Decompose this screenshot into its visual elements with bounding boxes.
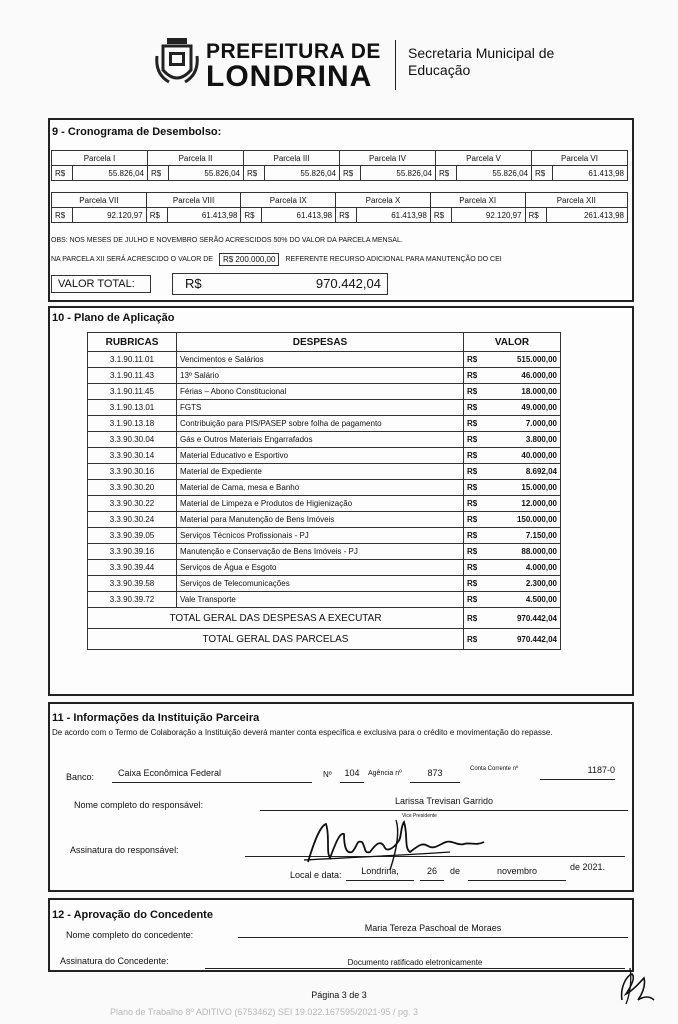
city-title-line1: PREFEITURA DE (206, 40, 381, 63)
parcela-label: Parcela VIII (146, 193, 241, 208)
concedente-name-value: Maria Tereza Paschoal de Moraes (238, 923, 628, 938)
parcela-value: 55.826,04 (361, 166, 436, 181)
valor-cell: 88.000,00 (492, 544, 561, 560)
currency-cell: R$ (464, 544, 493, 560)
parcela-label: Parcela XI (430, 193, 525, 208)
obs-note-2 (51, 253, 502, 266)
mes-value: novembro (468, 866, 566, 881)
total-parcelas-value: 970.442,04 (492, 629, 561, 650)
banco-field (112, 768, 312, 783)
secretaria-line1: Secretaria Municipal de (408, 45, 555, 61)
agencia-value: 873 (410, 768, 460, 783)
conta-label: Conta Corrente nº (470, 766, 519, 772)
valor-cell: 515.000,00 (492, 352, 561, 368)
currency-cell: R$ (464, 416, 493, 432)
rubrica-cell: 3.3.90.39.44 (88, 560, 177, 576)
parcela-label: Parcela VI (532, 151, 628, 166)
parcela-label: Parcela XII (525, 193, 627, 208)
despesa-cell: Serviços Técnicos Profissionais - PJ (177, 528, 464, 544)
secretaria-name (408, 45, 588, 79)
despesa-cell: Material para Manutenção de Bens Imóveis (177, 512, 464, 528)
parcela-currency: R$ (148, 166, 169, 181)
despesa-cell: Serviços de Água e Esgoto (177, 560, 464, 576)
valor-total-value: 970.442,04 (315, 276, 381, 291)
parcela-label: Parcela IX (241, 193, 336, 208)
total-despesas-value: 970.442,04 (492, 608, 561, 629)
despesa-cell: Gás e Outros Materiais Engarrafados (177, 432, 464, 448)
parcela-value: 261.413,98 (546, 208, 627, 223)
total-parcelas-currency: R$ (464, 629, 493, 650)
currency-cell: R$ (464, 368, 493, 384)
numero-label: Nº (323, 770, 332, 779)
valor-cell: 40.000,00 (492, 448, 561, 464)
numero-value: 104 (340, 768, 364, 783)
parcela-label: Parcela VII (52, 193, 147, 208)
parcela-currency: R$ (52, 166, 73, 181)
parcela-value: 92.120,97 (451, 208, 525, 223)
table-row (88, 512, 561, 528)
currency-cell: R$ (464, 384, 493, 400)
responsavel-role: Vice Presidente (402, 813, 437, 819)
table-row (88, 576, 561, 592)
local-value: Londrina, (346, 866, 414, 881)
concedente-signature-value: Documento ratificado eletronicamente (205, 958, 625, 969)
despesa-cell: Material de Expediente (177, 464, 464, 480)
despesa-cell: Serviços de Telecomunicações (177, 576, 464, 592)
rubrica-cell: 3.3.90.39.05 (88, 528, 177, 544)
table-row (88, 400, 561, 416)
section-11-title: 11 - Informações da Instituição Parceira (52, 712, 260, 724)
plano-aplicacao-table (87, 332, 561, 650)
cronograma-table-row1 (51, 150, 628, 181)
local-data-label: Local e data: (290, 870, 342, 880)
despesa-cell: Vencimentos e Salários (177, 352, 464, 368)
parcela-value: 55.826,04 (265, 166, 340, 181)
obs2-prefix: NA PARCELA XII SERÁ ACRESCIDO O VALOR DE (51, 256, 213, 263)
table-row (88, 464, 561, 480)
city-crest-logo (155, 36, 199, 88)
rubrica-cell: 3.3.90.30.14 (88, 448, 177, 464)
table-row (88, 592, 561, 608)
valor-total-box (172, 273, 388, 295)
cronograma-table-row2 (51, 192, 628, 223)
valor-cell: 46.000,00 (492, 368, 561, 384)
rubrica-cell: 3.3.90.30.24 (88, 512, 177, 528)
currency-cell: R$ (464, 560, 493, 576)
responsavel-label: Nome completo do responsável: (74, 800, 204, 810)
rubrica-cell: 3.3.90.30.04 (88, 432, 177, 448)
despesa-cell: Material de Limpeza e Produtos de Higienização (177, 496, 464, 512)
table-row (88, 368, 561, 384)
rubrica-cell: 3.3.90.39.72 (88, 592, 177, 608)
currency-cell: R$ (464, 480, 493, 496)
valor-cell: 4.000,00 (492, 560, 561, 576)
obs-note-1: OBS: NOS MESES DE JULHO E NOVEMBRO SERÃO ACRESCIDOS 50% DO VALOR DA PARCELA MENSAL. (51, 237, 403, 244)
parcela-currency: R$ (430, 208, 451, 223)
despesa-cell: Material de Cama, mesa e Banho (177, 480, 464, 496)
currency-cell: R$ (464, 576, 493, 592)
rubrica-cell: 3.1.90.11.01 (88, 352, 177, 368)
valor-cell: 2.300,00 (492, 576, 561, 592)
valor-cell: 7.000,00 (492, 416, 561, 432)
section-12-title: 12 - Aprovação do Concedente (52, 909, 213, 921)
valor-cell: 150.000,00 (492, 512, 561, 528)
table-row (88, 544, 561, 560)
table-row (88, 528, 561, 544)
dia-value: 26 (420, 866, 444, 881)
parcela-currency: R$ (336, 208, 357, 223)
valor-cell: 18.000,00 (492, 384, 561, 400)
rubrica-cell: 3.3.90.30.16 (88, 464, 177, 480)
obs2-suffix: REFERENTE RECURSO ADICIONAL PARA MANUTENÇÃO DO CEI (285, 256, 502, 263)
col-rubricas: RUBRICAS (88, 333, 177, 352)
section-10-title: 10 - Plano de Aplicação (52, 312, 175, 324)
currency-cell: R$ (464, 448, 493, 464)
valor-cell: 4.500,00 (492, 592, 561, 608)
valor-total-label: VALOR TOTAL: (51, 275, 151, 293)
table-row (88, 496, 561, 512)
parcela-currency: R$ (241, 208, 262, 223)
rubrica-cell: 3.3.90.39.16 (88, 544, 177, 560)
despesa-cell: Manutenção e Conservação de Bens Imóveis - PJ (177, 544, 464, 560)
parcela-currency: R$ (52, 208, 73, 223)
rubrica-cell: 3.3.90.30.20 (88, 480, 177, 496)
parcela-value: 61.413,98 (167, 208, 241, 223)
de-label: de (450, 866, 461, 876)
rubrica-cell: 3.1.90.13.01 (88, 400, 177, 416)
rubrica-cell: 3.1.90.11.45 (88, 384, 177, 400)
valor-cell: 7.150,00 (492, 528, 561, 544)
valor-cell: 3.800,00 (492, 432, 561, 448)
city-title-line2: LONDRINA (206, 60, 373, 93)
valor-cell: 12.000,00 (492, 496, 561, 512)
parcela-currency: R$ (244, 166, 265, 181)
currency-cell: R$ (464, 496, 493, 512)
assinatura-responsavel-label: Assinatura do responsável: (70, 845, 179, 855)
col-despesas: DESPESAS (177, 333, 464, 352)
rubrica-cell: 3.1.90.13.18 (88, 416, 177, 432)
obs2-value: R$ 200.000,00 (219, 253, 280, 266)
parcela-value: 55.826,04 (457, 166, 532, 181)
parcela-currency: R$ (525, 208, 546, 223)
conta-value: 1187-0 (540, 765, 615, 780)
table-row (88, 352, 561, 368)
section-11-description: De acordo com o Termo de Colaboração a Instituição deverá manter conta específica e exclusiva para o crédito e movimentação do repasse. (52, 728, 553, 737)
responsavel-value: Larissa Trevisan Garrido (260, 796, 628, 811)
currency-cell: R$ (464, 512, 493, 528)
valor-cell: 49.000,00 (492, 400, 561, 416)
total-parcelas-label: TOTAL GERAL DAS PARCELAS (88, 629, 464, 650)
ano-value: de 2021. (570, 862, 606, 872)
valor-cell: 8.692,04 (492, 464, 561, 480)
parcela-label: Parcela IV (340, 151, 436, 166)
parcela-label: Parcela I (52, 151, 148, 166)
despesa-cell: Material Educativo e Esportivo (177, 448, 464, 464)
parcela-label: Parcela V (436, 151, 532, 166)
parcela-label: Parcela X (336, 193, 431, 208)
parcela-currency: R$ (436, 166, 457, 181)
secretaria-line2: Educação (408, 62, 471, 78)
total-despesas-row (88, 608, 561, 629)
banco-value: Caixa Econômica Federal (118, 768, 222, 778)
page-number: Página 3 de 3 (311, 990, 367, 1000)
parcela-value: 61.413,98 (262, 208, 336, 223)
document-meta: Plano de Trabalho 8º ADITIVO (6753462) SEI 19.022.167595/2021-95 / pg. 3 (110, 1007, 419, 1017)
valor-cell: 15.000,00 (492, 480, 561, 496)
agencia-label: Agência nº (368, 770, 402, 777)
parcela-currency: R$ (532, 166, 553, 181)
despesa-cell: Férias – Abono Constitucional (177, 384, 464, 400)
table-row (88, 448, 561, 464)
rubrica-cell: 3.3.90.39.58 (88, 576, 177, 592)
parcela-value: 61.413,98 (357, 208, 431, 223)
section-9-title: 9 - Cronograma de Desembolso: (52, 126, 222, 138)
parcela-value: 55.826,04 (169, 166, 244, 181)
despesa-cell: Vale Transporte (177, 592, 464, 608)
concedente-name-label: Nome completo do concedente: (66, 930, 194, 940)
rubrica-cell: 3.3.90.30.22 (88, 496, 177, 512)
currency-cell: R$ (464, 400, 493, 416)
despesa-cell: Contribuição para PIS/PASEP sobre folha de pagamento (177, 416, 464, 432)
currency-cell: R$ (464, 592, 493, 608)
parcela-label: Parcela III (244, 151, 340, 166)
total-despesas-label: TOTAL GERAL DAS DESPESAS A EXECUTAR (88, 608, 464, 629)
currency-cell: R$ (464, 432, 493, 448)
initials-rubric (612, 966, 658, 1006)
banco-label: Banco: (66, 772, 95, 782)
table-row (88, 432, 561, 448)
currency-cell: R$ (464, 528, 493, 544)
parcela-currency: R$ (146, 208, 167, 223)
rubrica-cell: 3.1.90.11.43 (88, 368, 177, 384)
header-divider (395, 40, 396, 90)
table-row (88, 560, 561, 576)
table-row (88, 416, 561, 432)
valor-total-currency: R$ (185, 276, 202, 291)
parcela-value: 55.826,04 (73, 166, 148, 181)
parcela-value: 61.413,98 (553, 166, 628, 181)
parcela-value: 92.120,97 (73, 208, 147, 223)
total-parcelas-row (88, 629, 561, 650)
table-row (88, 480, 561, 496)
despesa-cell: 13º Salário (177, 368, 464, 384)
despesa-cell: FGTS (177, 400, 464, 416)
currency-cell: R$ (464, 464, 493, 480)
parcela-label: Parcela II (148, 151, 244, 166)
total-despesas-currency: R$ (464, 608, 493, 629)
col-valor: VALOR (464, 333, 561, 352)
parcela-currency: R$ (340, 166, 361, 181)
concedente-signature-label: Assinatura do Concedente: (60, 956, 169, 966)
currency-cell: R$ (464, 352, 493, 368)
table-row (88, 384, 561, 400)
